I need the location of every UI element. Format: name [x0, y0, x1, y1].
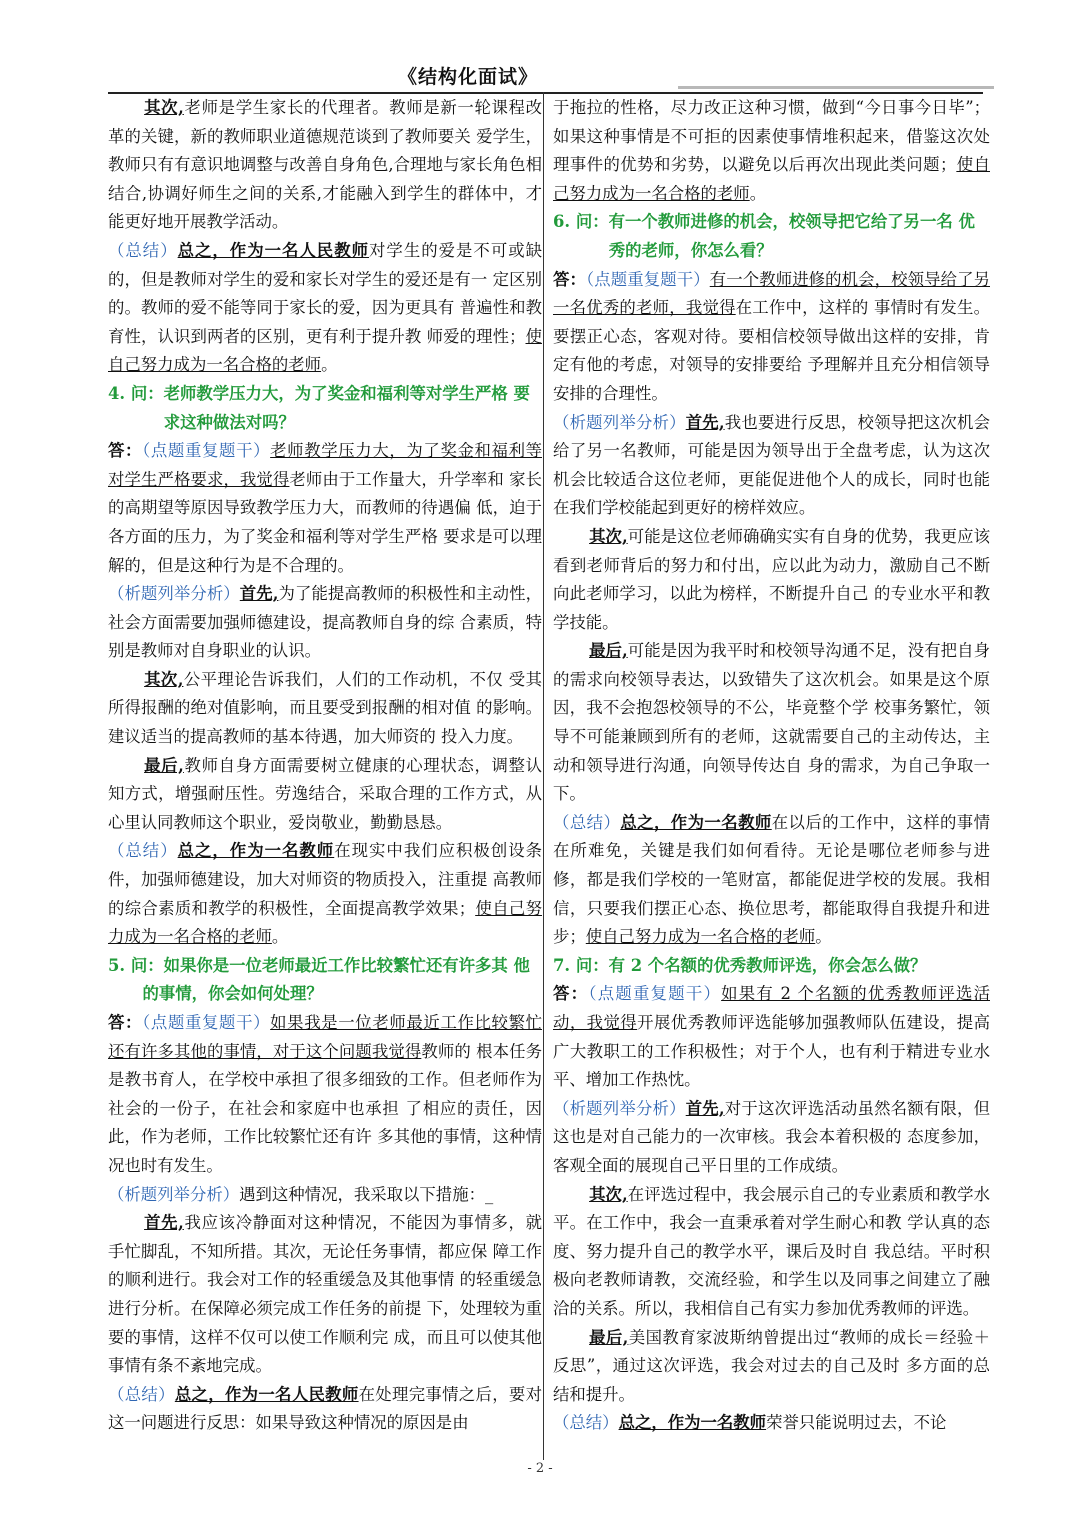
lead-word: 最后, — [589, 641, 628, 661]
section-tag: （点题重复题干） — [588, 984, 722, 1004]
paragraph-text: 在工作中，这样的 事情时有发生。要摆正心态，客观对待。要相信校领导做出这样的安排，肯定有他的考虑，对领导的安排要给 予理解并且充分相信领导安排的合理性。 — [553, 298, 990, 403]
lead-word: 其次, — [144, 669, 184, 689]
analysis-paragraph — [108, 580, 542, 666]
summary-paragraph — [553, 809, 990, 952]
section-tag: （总结） — [553, 812, 621, 832]
paragraph-text: 公平理论告诉我们，人们的工作动机，不仅 受其所得报酬的绝对值影响，而且要受到报酬的相对值 的影响。建议适当的提高教师的基本待遇，加大师资的 投入力度。 — [108, 669, 542, 747]
paragraph-text: 教师自身方面需要树立健康的心理状态，调整认知方式，增强耐压性。劳逸结合，采取合理的工作方式，从心里认同教师这个职业，爱岗敬业，勤勤恳恳。 — [108, 755, 542, 832]
analysis-paragraph — [553, 1095, 990, 1181]
summary-paragraph — [553, 1409, 990, 1438]
question-line-1: 6. 问：有一个教师进修的机会，校领导把它给了另一名 优 — [553, 212, 975, 232]
paragraph-text: 教师的 根本任务是教书育人，在学校中承担了很多细致的工作。但老师作为社会的一份子，在社会和家庭中也承担 了相应的责任，因此，作为老师，工作比较繁忙还有许 多其他的事情，这种情况也时有发生。 — [108, 1041, 542, 1175]
question-4 — [108, 380, 542, 437]
lead-word: 首先, — [144, 1213, 184, 1233]
answer-label: 答： — [108, 441, 143, 461]
paragraph-text: 荣誉只能说明过去，不论 — [766, 1413, 947, 1433]
answer-4 — [108, 437, 542, 580]
paragraph-text: 在处理完事情之后，要对这一问题进行反思：如果导致这种情况的原因是由 — [108, 1384, 542, 1433]
paragraph-text: 为了能提高教师的积极性和主动性，社会方面需要加强师德建设，提高教师自身的综 合素质，特别是教师对自身职业的认识。 — [108, 584, 542, 661]
paragraph — [108, 752, 542, 838]
punctuation: 。 — [271, 927, 289, 947]
punctuation: 。 — [321, 355, 338, 375]
paragraph-text: 我也要进行反思，校领导把这次机会给了另一名教师，可能是因为领导出于全盘考虑，认为这次机会比较适合这位老师，更能促进他个人的成长，同时也能在我们学校能起到更好的榜样效应。 — [553, 412, 990, 518]
paragraph — [553, 1324, 990, 1410]
paragraph-text: 在评选过程中，我会展示自己的专业素质和教学水平。在工作中，我会一直秉承着对学生耐心和教 学认真的态度、努力提升自己的教学水平，课后及时自 我总结。平时积极向老教师请教，交流经验，和学生以及同事之间建立了融洽的关系。所以，我相信自己有实力参加优秀教师的评选。 — [553, 1184, 990, 1318]
answer-label: 答： — [553, 984, 589, 1004]
paragraph-text: 在以后的工作中，这样的事情在所难免，关键是我们如何看待。无论是哪位老师参与进修，都是我们学校的一笔财富，都能促进学校的发展。我相信，只要我们摆正心态、换位思考，都能取得自我提升和进步； — [553, 812, 990, 947]
lead-word: 首先, — [239, 584, 279, 604]
lead-phrase: 总之，作为一名教师 — [618, 1413, 767, 1433]
section-tag: （总结） — [553, 1413, 619, 1433]
answer-5 — [108, 1009, 542, 1181]
answer-6 — [553, 266, 990, 409]
paragraph-text: 可能是因为我平时和校领导沟通不足，没有把自身的需求向校领导表达，以致错失了这次机会。如果是这个原因，我不会抱怨校领导的不公，毕竟整个学 校事务繁忙，领导不可能兼顾到所有的老师，这就需要自己的主动传达，主动和领导进行沟通，向领导传达自 身的需求，为自己争取一下。 — [553, 641, 990, 804]
paragraph — [553, 637, 990, 809]
lead-word: 其次, — [144, 98, 184, 117]
restated-question: 有一个教师进修的机会，校领导给了另一名优秀的老师，我觉得 — [553, 269, 990, 318]
closing-phrase: 使自己努力成为一名合格的老师 — [585, 927, 816, 947]
paragraph — [108, 94, 542, 237]
paragraph-text: 老师由于工作量大，升学率和 家长的高期望等原因导致教学压力大，而教师的待遇偏 低，迫于各方面的压力，为了奖金和福利等对学生严格 要求是可以理解的，但是这种行为是不合理的。 — [108, 469, 542, 575]
paragraph — [553, 1181, 990, 1324]
section-tag: （总结） — [108, 240, 178, 260]
answer-label: 答： — [108, 1013, 143, 1032]
lead-phrase: 总之，作为一名人民教师 — [177, 240, 370, 260]
summary-paragraph — [108, 1381, 542, 1438]
paragraph-text: 遇到这种情况，我采取以下措施：_ — [239, 1184, 494, 1204]
lead-word: 其次, — [589, 1184, 628, 1204]
paragraph-text: 对学生的爱是不可或缺的，但是教师对学生的爱和家长对学生的爱还是有一 定区别的。教师的爱不能等同于家长的爱，因为更具有 普遍性和教育性，认识到两者的区别，更有利于提升教 师爱的理性； — [108, 240, 542, 346]
paragraph-text: 在现实中我们应积极创设条件，加强师德建设，加大对师资的物质投入，注重提 高教师的综合素质和教学的积极性，全面提高教学效果； — [108, 841, 542, 918]
paragraph-text: 对于这次评选活动虽然名额有限，但这也是对自己能力的一次审核。我会本着积极的 态度参加，客观全面的展现自己平日里的工作成绩。 — [553, 1098, 990, 1175]
question-line-2: 的事情，你会如何处理？ — [142, 984, 323, 1004]
lead-phrase: 总之，作为一名教师 — [620, 812, 772, 832]
paragraph-text: 我应该冷静面对这种情况，不能因为事情多，就手忙脚乱，不知所措。其次，无论任务事情，都应保 障工作的顺利进行。我会对工作的轻重缓急及其他事情 的轻重缓急进行分析。在保障必须完成工作任务的前提 下，处理较为重要的事情，这样不仅可以使工作顺利完 成，而且可以使其他事情有条不紊地完成。 — [108, 1213, 542, 1376]
lead-word: 首先, — [685, 1098, 725, 1118]
column-divider — [543, 92, 544, 1460]
header-gray-rule — [678, 86, 994, 89]
lead-phrase: 总之，作为一名教师 — [177, 841, 335, 861]
closing-phrase: 使自己努力成为一名合格的老师 — [553, 155, 990, 203]
page-header — [108, 58, 983, 94]
question-line-2: 秀的老师，你怎么看？ — [608, 240, 773, 260]
question-line-1: 5. 问：如果你是一位老师最近工作比较繁忙还有许多其 他 — [108, 955, 530, 975]
paragraph-text: 开展优秀教师评选能够加强教师队伍建设，提高广大教职工的工作积极性；对于个人，也有利于精进专业水平、增加工作热忱。 — [553, 1013, 990, 1090]
paragraph-text: 美国教育家波斯纳曾提出过“教师的成长＝经验＋反思”，通过这次评选，我会对过去的自己及时 多方面的总结和提升。 — [553, 1327, 990, 1404]
punctuation: 。 — [815, 927, 832, 947]
lead-word: 首先, — [685, 412, 725, 432]
section-tag: （析题列举分析） — [553, 412, 686, 432]
answer-label: 答： — [553, 269, 586, 289]
section-tag: （析题列举分析） — [108, 584, 240, 604]
lead-word: 最后, — [589, 1327, 629, 1347]
paragraph — [553, 523, 990, 637]
section-tag: （析题列举分析） — [108, 1184, 240, 1204]
closing-phrase: 使自己努力成为一名合格的老师 — [108, 326, 542, 375]
paragraph-text: 老师是学生家长的代理者。教师是新一轮课程改革的关键，新的教师职业道德规范谈到了教师要关 爱学生，教师只有有意识地调整与改善自身角色,合理地与家长角色相结合,协调好师生之间的关系,才能融入到学生的群体中，才能更好地开展教学活动。 — [108, 98, 542, 232]
question-line-1: 4. 问：老师教学压力大，为了奖金和福利等对学生严格 要 — [108, 383, 530, 403]
lead-word: 其次, — [589, 526, 628, 546]
section-tag: （点题重复题干） — [142, 441, 271, 461]
page-number: - 2 - — [527, 1461, 553, 1476]
section-tag: （析题列举分析） — [553, 1098, 686, 1118]
section-tag: （点题重复题干） — [142, 1013, 271, 1032]
restated-question: 老师教学压力大，为了奖金和福利等对学生严格要求，我觉得 — [108, 441, 542, 489]
summary-paragraph — [108, 237, 542, 380]
restated-question: 如果我是一位老师最近工作比较繁忙还有许多其他的事情，对于这个问题我觉得 — [108, 1013, 542, 1061]
question-7: 7. 问：有 2 个名额的优秀教师评选，你会怎么做？ — [553, 955, 927, 975]
restated-question: 如果有 2 个名额的优秀教师评选活动，我觉得 — [553, 984, 990, 1032]
punctuation: 。 — [749, 183, 767, 203]
right-column — [553, 94, 990, 1456]
document-title: 《结构化面试》 — [398, 66, 539, 88]
lead-phrase: 总之，作为一名人民教师 — [174, 1384, 359, 1404]
analysis-paragraph — [108, 1181, 542, 1210]
paragraph — [108, 1209, 542, 1381]
paragraph-text: 可能是这位老师确确实实有自身的优势，我更应该看到老师背后的努力和付出，应以此为动力，激励自己不断向此老师学习，以此为榜样，不断提升自己 的专业水平和教学技能。 — [553, 526, 990, 632]
section-tag: （总结） — [108, 1384, 175, 1404]
paragraph — [553, 94, 990, 208]
question-6 — [553, 208, 990, 265]
paragraph — [108, 666, 542, 752]
question-line-2: 求这种做法对吗？ — [163, 412, 295, 432]
section-tag: （点题重复题干） — [585, 269, 710, 289]
summary-paragraph — [108, 837, 542, 951]
paragraph-text: 于拖拉的性格，尽力改正这种习惯，做到“今日事今日毕”；如果这种事情是不可拒的因素使事情堆积起来，借鉴这次处理事件的优势和劣势，以避免以后再次出现此类问题； — [553, 98, 990, 175]
analysis-paragraph — [553, 409, 990, 523]
lead-word: 最后, — [144, 755, 184, 775]
left-column — [108, 94, 542, 1456]
answer-7 — [553, 980, 990, 1094]
section-tag: （总结） — [108, 841, 178, 861]
question-5 — [108, 952, 542, 1009]
closing-phrase: 使自己努力成为一名合格的老师 — [108, 898, 542, 947]
